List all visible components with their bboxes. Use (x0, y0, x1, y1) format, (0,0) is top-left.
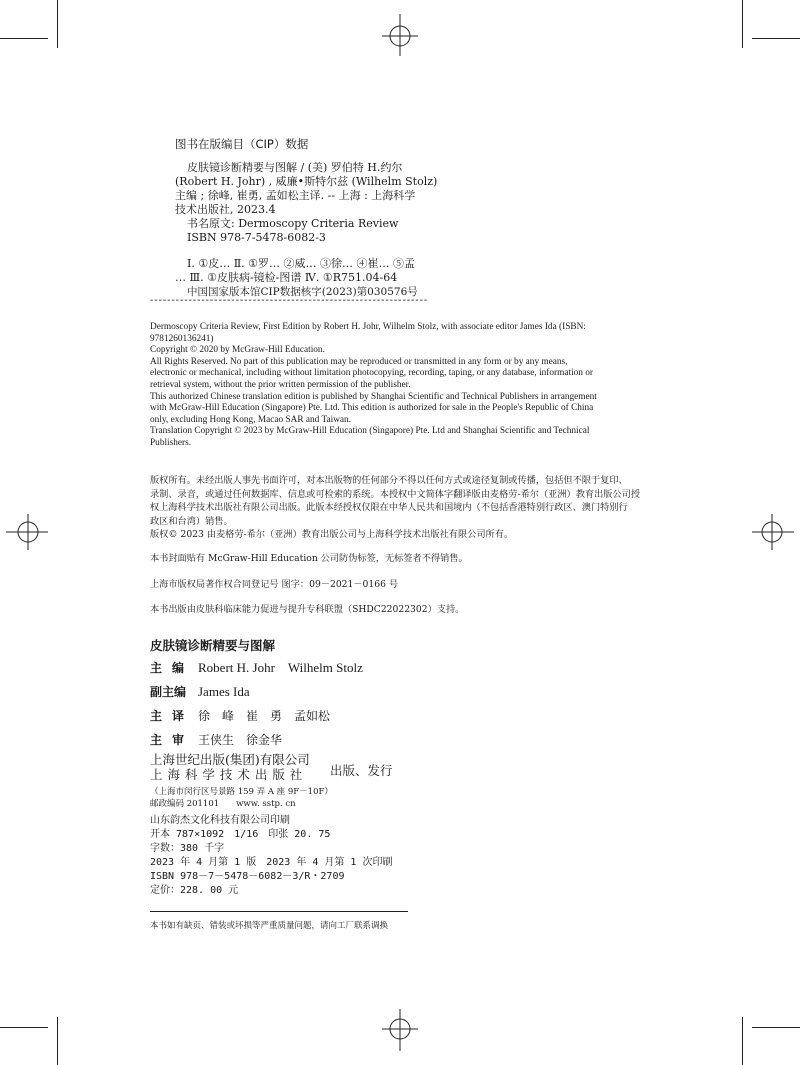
crop-mark (57, 0, 58, 48)
support-note: 本书出版由皮肤科临床能力促进与提升专科联盟（SHDC22022302）支持。 (150, 604, 465, 615)
registration-mark-icon (750, 512, 796, 552)
imprint-printer: 山东韵杰文化科技有限公司印刷 (150, 815, 290, 826)
publisher-block (150, 752, 310, 782)
imprint-format: 开本 787×1092 1/16 印张 20. 75 (150, 829, 331, 840)
divider (150, 911, 408, 912)
credit-row (150, 728, 363, 752)
credit-role: 主译 (150, 709, 195, 723)
imprint-edition: 2023 年 4 月第 1 版 2023 年 4 月第 1 次印刷 (150, 857, 393, 868)
crop-mark (0, 1027, 48, 1028)
credits-block (150, 656, 363, 752)
chinese-line: 录制、录音，或通过任何数据库、信息或可检索的系统。本授权中文简体字翻译版由麦格劳-希尔（亚洲）教育出版公司授 (150, 488, 641, 500)
credit-names: 徐 峰 崔 勇 孟如松 (198, 709, 331, 723)
cip-line: 皮肤镜诊断精要与图解 / (美) 罗伯特 H.约尔 (187, 161, 403, 174)
registration-mark-icon (4, 512, 50, 552)
crop-mark (0, 38, 48, 39)
publisher-postcode: 邮政编码 201101 www. sstp. cn (150, 799, 296, 809)
crop-mark (742, 0, 743, 48)
english-line: retrieval system, without the prior written permission of the publisher. (150, 379, 411, 390)
english-line: with McGraw-Hill Education (Singapore) Pte. Ltd. This edition is authorized for sale in the People's Republic of China (150, 403, 594, 414)
imprint-price: 定价：228. 00 元 (150, 885, 239, 896)
cip-line: 主编 ; 徐峰, 崔勇, 孟如松主译. -- 上海 : 上海科学 (175, 189, 416, 202)
english-line: Dermoscopy Criteria Review, First Edition by Robert H. Johr, Wilhelm Stolz, with associate editor James Ida (ISBN: (150, 322, 586, 332)
imprint-isbn: ISBN 978－7－5478－6082－3/R・2709 (150, 871, 345, 882)
publisher-line: 上 海 科 学 技 术 出 版 社 (150, 767, 303, 782)
crop-mark (742, 1017, 743, 1065)
chinese-line: 版权© 2023 由麦格劳-希尔（亚洲）教育出版公司与上海科学技术出版社有限公司所有。 (150, 529, 514, 540)
crop-mark (57, 1017, 58, 1065)
english-rights-block (150, 322, 680, 450)
english-line: Publishers. (150, 437, 192, 448)
english-line: only, excluding Hong Kong, Macao SAR and Taiwan. (150, 414, 352, 425)
cip-heading: 图书在版编目（CIP）数据 (175, 137, 309, 151)
cip-record (175, 161, 437, 285)
english-line: All Rights Reserved. No part of this publication may be reproduced or transmitted in any form or by any means, (150, 356, 568, 367)
publisher-address-block (150, 786, 333, 810)
imprint-block (150, 814, 392, 898)
crop-mark (752, 38, 800, 39)
cip-subject-line: Ⅰ. ①皮… Ⅱ. ①罗… ②威… ③徐… ④崔… ⑤孟 (187, 257, 416, 270)
chinese-line: 政区和台湾）销售。 (150, 515, 233, 527)
cip-line: (Robert H. Johr) , 威廉•斯特尔兹 (Wilhelm Stolz) (175, 175, 438, 188)
registration-mark-icon (380, 1007, 420, 1057)
credit-row (150, 680, 363, 704)
copyright-registration: 上海市版权局著作权合同登记号 图字：09－2021－0166 号 (150, 579, 399, 590)
book-title: 皮肤镜诊断精要与图解 (150, 638, 276, 653)
publisher-action: 出版、发行 (330, 763, 393, 778)
publisher-line: 上海世纪出版(集团)有限公司 (150, 752, 310, 767)
imprint-words: 字数：380 千字 (150, 843, 225, 854)
publisher-address: （上海市闵行区号景路 159 弄 A 座 9F－10F） (150, 787, 333, 797)
cip-line: 书名原文: Dermoscopy Criteria Review (187, 217, 399, 230)
chinese-line: 权上海科学技术出版社有限公司出版。此版本经授权仅限在中华人民共和国境内（不包括香港特别行政区、澳门特别行 (150, 502, 628, 513)
cip-line: ISBN 978-7-5478-6082-3 (187, 231, 326, 244)
registration-mark-icon (380, 8, 420, 58)
anti-counterfeit-notice: 本书封面贴有 McGraw-Hill Education 公司防伪标签，无标签者不得销售。 (150, 553, 468, 564)
credit-role: 主编 (150, 661, 195, 675)
english-line: This authorized Chinese translation edition is published by Shanghai Scientific and Technical Publishers in arrangement (150, 391, 597, 402)
credit-names: Robert H. Johr Wilhelm Stolz (198, 660, 363, 675)
cip-data-number: 中国国家版本馆CIP数据核字(2023)第030576号 (187, 286, 418, 298)
credit-names: James Ida (198, 684, 250, 699)
english-line: electronic or mechanical, including without limitation photocopying, recording, taping, or any database, information or (150, 368, 594, 379)
chinese-rights-block (150, 474, 690, 542)
credit-row (150, 656, 363, 680)
english-line: Copyright © 2020 by McGraw-Hill Education. (150, 345, 325, 356)
english-line: Translation Copyright © 2023 by McGraw-Hill Education (Singapore) Pte. Ltd and Shanghai Scientific and Technical (150, 426, 590, 437)
quality-notice: 本书如有缺页、错装或坏损等严重质量问题，请向工厂联系调换 (150, 921, 389, 931)
credit-row (150, 704, 363, 728)
english-line: 9781260136241) (150, 333, 214, 344)
credit-role: 副主编 (150, 685, 187, 699)
cip-dash-line: ----------------------------------------------------------------- (150, 295, 429, 306)
credit-names: 王侠生 徐金华 (198, 733, 283, 747)
cip-line: 技术出版社, 2023.4 (175, 203, 276, 216)
crop-mark (752, 1027, 800, 1028)
cip-subject-line: … Ⅲ. ①皮肤病-镜检-图谱 Ⅳ. ①R751.04-64 (175, 271, 398, 284)
chinese-line: 版权所有。未经出版人事先书面许可，对本出版物的任何部分不得以任何方式或途径复制或传播，包括但不限于复印、 (150, 475, 628, 486)
credit-role: 主审 (150, 733, 195, 747)
